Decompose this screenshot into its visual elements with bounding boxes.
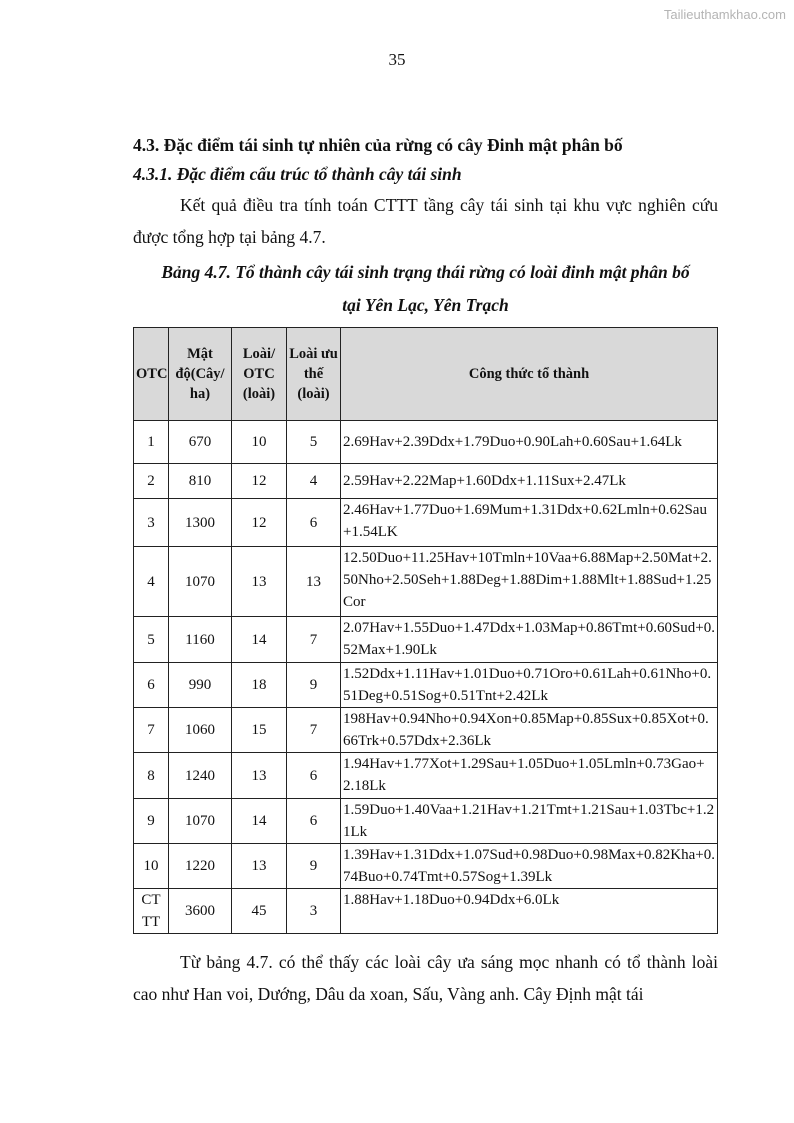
cell-dominant: 6 (287, 499, 341, 547)
cell-otc: 2 (134, 464, 169, 499)
cell-species: 15 (232, 708, 287, 753)
table-row (134, 889, 718, 934)
table-row (134, 421, 718, 464)
header-species: Loài/ OTC (loài) (232, 328, 287, 421)
cell-density: 1160 (169, 617, 232, 663)
cell-formula: 2.59Hav+2.22Map+1.60Ddx+1.11Sux+2.47Lk (341, 464, 718, 499)
cell-dominant: 9 (287, 663, 341, 708)
subsection-heading: 4.3.1. Đặc điểm cấu trúc tổ thành cây tái sinh (133, 164, 462, 184)
cell-dominant: 3 (287, 889, 341, 934)
cell-formula: 1.94Hav+1.77Xot+1.29Sau+1.05Duo+1.05Lmln+0.73Gao+2.18Lk (341, 753, 718, 799)
cell-dominant: 7 (287, 708, 341, 753)
cell-dominant: 4 (287, 464, 341, 499)
cell-formula: 2.46Hav+1.77Duo+1.69Mum+1.31Ddx+0.62Lmln+0.62Sau+1.54LK (341, 499, 718, 547)
cell-otc: 1 (134, 421, 169, 464)
cell-otc: 5 (134, 617, 169, 663)
cell-dominant: 9 (287, 844, 341, 889)
page-content (133, 131, 718, 1010)
cell-species: 18 (232, 663, 287, 708)
cell-density: 1070 (169, 799, 232, 844)
cell-otc: 4 (134, 547, 169, 617)
table-row (134, 464, 718, 499)
composition-table (133, 327, 718, 934)
cell-dominant: 6 (287, 799, 341, 844)
table-row (134, 753, 718, 799)
cell-density: 1060 (169, 708, 232, 753)
table-row (134, 499, 718, 547)
cell-density: 670 (169, 421, 232, 464)
cell-dominant: 6 (287, 753, 341, 799)
cell-otc: CT TT (134, 889, 169, 934)
cell-species: 12 (232, 499, 287, 547)
cell-formula: 198Hav+0.94Nho+0.94Xon+0.85Map+0.85Sux+0.85Xot+0.66Trk+0.57Ddx+2.36Lk (341, 708, 718, 753)
cell-otc: 9 (134, 799, 169, 844)
cell-density: 810 (169, 464, 232, 499)
watermark: Tailieuthamkhao.com (663, 7, 786, 22)
cell-density: 1070 (169, 547, 232, 617)
cell-otc: 7 (134, 708, 169, 753)
cell-otc: 6 (134, 663, 169, 708)
cell-species: 10 (232, 421, 287, 464)
table-header-row (134, 328, 718, 421)
cell-species: 12 (232, 464, 287, 499)
cell-species: 13 (232, 844, 287, 889)
cell-density: 990 (169, 663, 232, 708)
cell-density: 1240 (169, 753, 232, 799)
cell-otc: 3 (134, 499, 169, 547)
section-heading: 4.3. Đặc điểm tái sinh tự nhiên của rừng có cây Đinh mật phân bố (133, 135, 623, 155)
cell-density: 3600 (169, 889, 232, 934)
table-row (134, 547, 718, 617)
cell-formula: 1.52Ddx+1.11Hav+1.01Duo+0.71Oro+0.61Lah+0.61Nho+0.51Deg+0.51Sog+0.51Tnt+2.42Lk (341, 663, 718, 708)
table-row (134, 799, 718, 844)
table-caption-line1: Bảng 4.7. Tổ thành cây tái sinh trạng thái rừng có loài đinh mật phân bố (161, 262, 690, 282)
cell-dominant: 7 (287, 617, 341, 663)
intro-paragraph: Kết quả điều tra tính toán CTTT tầng cây tái sinh tại khu vực nghiên cứu được tổng hợp tại bảng 4.7. (133, 195, 718, 247)
header-formula: Công thức tổ thành (341, 328, 718, 421)
table-caption-line2: tại Yên Lạc, Yên Trạch (342, 295, 509, 315)
cell-otc: 10 (134, 844, 169, 889)
header-otc: OTC (134, 328, 169, 421)
cell-formula: 12.50Duo+11.25Hav+10Tmln+10Vaa+6.88Map+2.50Mat+2.50Nho+2.50Seh+1.88Deg+1.88Dim+1.88Mlt+1.88Sud+1.25Cor (341, 547, 718, 617)
cell-species: 14 (232, 617, 287, 663)
cell-dominant: 13 (287, 547, 341, 617)
cell-species: 13 (232, 547, 287, 617)
table-row (134, 617, 718, 663)
cell-dominant: 5 (287, 421, 341, 464)
cell-formula: 1.88Hav+1.18Duo+0.94Ddx+6.0Lk (341, 889, 718, 934)
cell-density: 1220 (169, 844, 232, 889)
cell-otc: 8 (134, 753, 169, 799)
cell-formula: 1.59Duo+1.40Vaa+1.21Hav+1.21Tmt+1.21Sau+1.03Tbc+1.21Lk (341, 799, 718, 844)
cell-species: 13 (232, 753, 287, 799)
cell-formula: 2.69Hav+2.39Ddx+1.79Duo+0.90Lah+0.60Sau+1.64Lk (341, 421, 718, 464)
table-row (134, 844, 718, 889)
table-row (134, 663, 718, 708)
cell-formula: 2.07Hav+1.55Duo+1.47Ddx+1.03Map+0.86Tmt+0.60Sud+0.52Max+1.90Lk (341, 617, 718, 663)
table-row (134, 708, 718, 753)
after-paragraph: Từ bảng 4.7. có thể thấy các loài cây ưa sáng mọc nhanh có tổ thành loài cao như Han voi, Dướng, Dâu da xoan, Sấu, Vàng anh. Cây Định mật tái (133, 952, 718, 1004)
header-dominant: Loài ưu thế (loài) (287, 328, 341, 421)
cell-density: 1300 (169, 499, 232, 547)
cell-formula: 1.39Hav+1.31Ddx+1.07Sud+0.98Duo+0.98Max+0.82Kha+0.74Buo+0.74Tmt+0.57Sog+1.39Lk (341, 844, 718, 889)
cell-species: 14 (232, 799, 287, 844)
header-density: Mật độ(Cây/ ha) (169, 328, 232, 421)
page-number: 35 (388, 50, 406, 69)
cell-species: 45 (232, 889, 287, 934)
